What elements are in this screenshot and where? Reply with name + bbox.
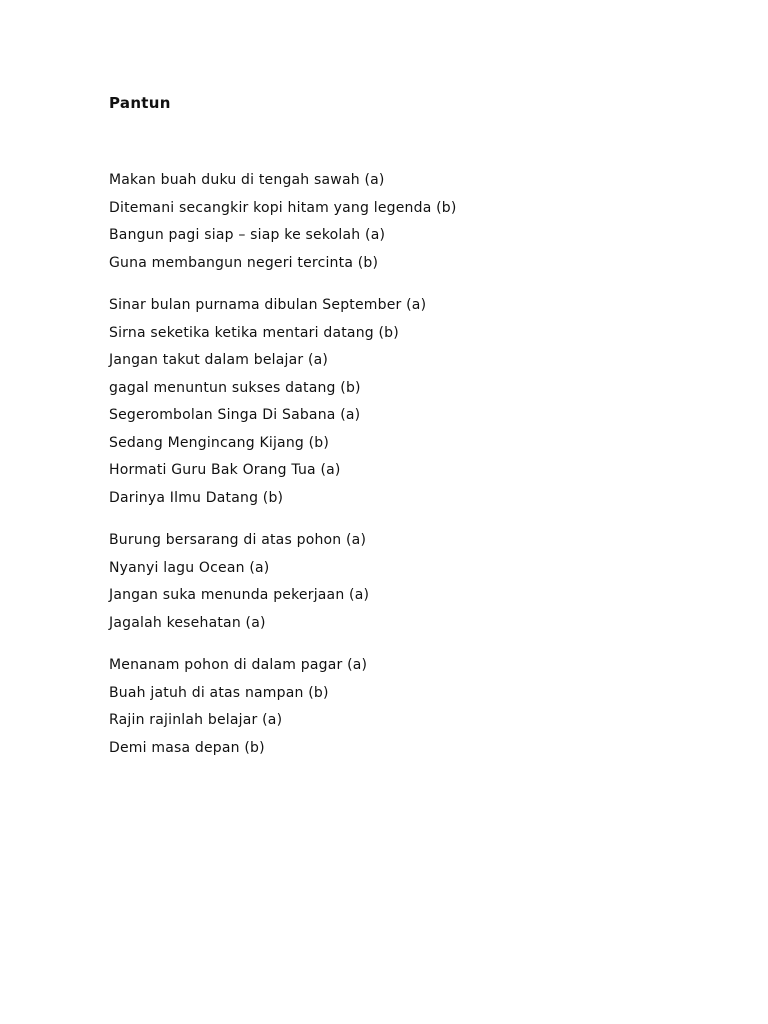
pantun-line: Jagalah kesehatan (a) xyxy=(109,614,266,631)
pantun-line: Darinya Ilmu Datang (b) xyxy=(109,489,284,506)
document-title: Pantun xyxy=(109,94,171,112)
pantun-line: Buah jatuh di atas nampan (b) xyxy=(109,684,329,701)
pantun-line: Jangan takut dalam belajar (a) xyxy=(109,352,329,368)
pantun-line: Makan buah duku di tengah sawah (a) xyxy=(109,172,385,188)
pantun-line: Hormati Guru Bak Orang Tua (a) xyxy=(109,462,341,478)
pantun-line: Sinar bulan purnama dibulan September (a) xyxy=(109,297,427,313)
pantun-line: Jangan suka menunda pekerjaan (a) xyxy=(109,587,370,603)
pantun-line: Demi masa depan (b) xyxy=(109,739,265,756)
pantun-line: gagal menuntun sukses datang (b) xyxy=(109,379,361,396)
stanza-1 xyxy=(109,167,457,277)
stanza-4 xyxy=(109,652,367,762)
pantun-line: Menanam pohon di dalam pagar (a) xyxy=(109,657,368,673)
pantun-line: Guna membangun negeri tercinta (b) xyxy=(109,254,379,271)
pantun-line: Segerombolan Singa Di Sabana (a) xyxy=(109,407,361,423)
pantun-line: Sirna seketika ketika mentari datang (b) xyxy=(109,324,399,341)
pantun-line: Nyanyi lagu Ocean (a) xyxy=(109,559,270,576)
stanza-3 xyxy=(109,527,369,637)
pantun-line: Rajin rajinlah belajar (a) xyxy=(109,712,283,728)
stanza-2 xyxy=(109,292,426,512)
pantun-line: Sedang Mengincang Kijang (b) xyxy=(109,434,330,451)
pantun-line: Burung bersarang di atas pohon (a) xyxy=(109,532,367,548)
pantun-line: Bangun pagi siap – siap ke sekolah (a) xyxy=(109,227,386,243)
pantun-line: Ditemani secangkir kopi hitam yang legenda (b) xyxy=(109,199,457,216)
